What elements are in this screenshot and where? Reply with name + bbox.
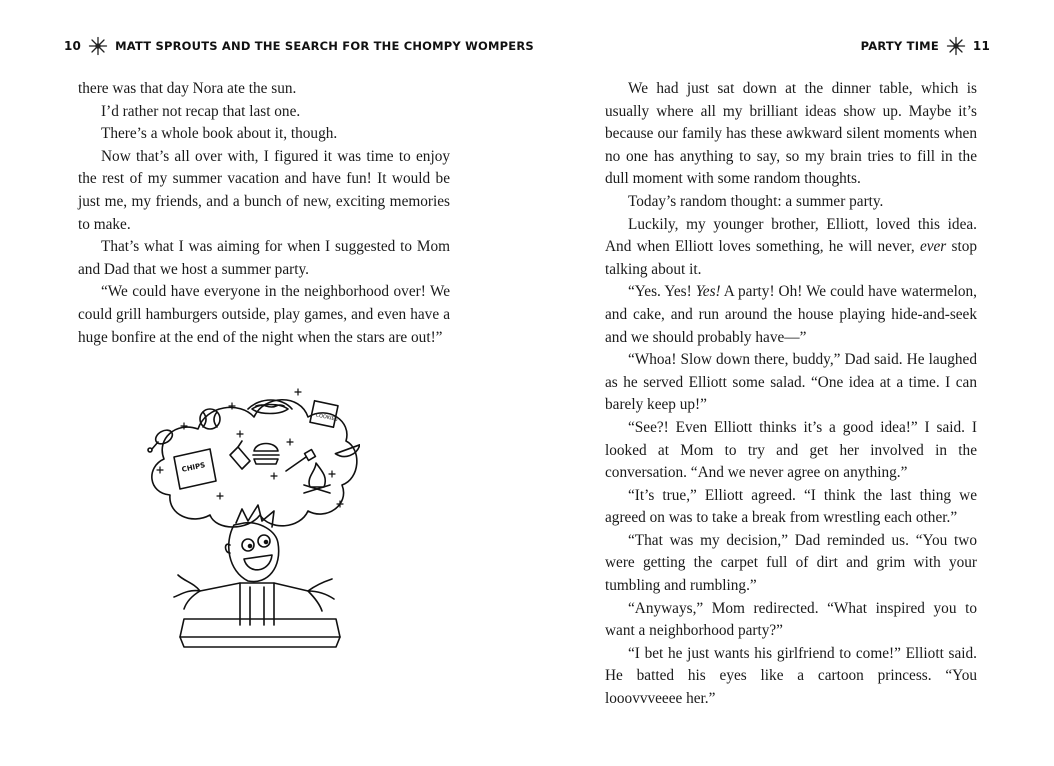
chips-bag-icon bbox=[174, 449, 216, 489]
paragraph: “I bet he just wants his girlfriend to come!” Elliott said. He batted his eyes like a cartoon princess. “You looovvveeee her.” bbox=[605, 644, 977, 708]
body-text-right bbox=[605, 78, 977, 711]
paragraph: “That was my decision,” Dad reminded us. “You two were getting the carpet full of dirt and grim with your tumbling and rumbling.” bbox=[605, 531, 977, 595]
body-text-left bbox=[78, 78, 450, 349]
snowflake-ornament-icon bbox=[88, 36, 108, 56]
paragraph: Now that’s all over with, I figured it was time to enjoy the rest of my summer vacation and have fun! It would be just me, my friends, and a bunch of new, exciting memories to make. bbox=[78, 147, 450, 233]
roasting-stick-icon bbox=[286, 450, 315, 471]
running-head-left: MATT SPROUTS AND THE SEARCH FOR THE CHOMPY WOMPERS bbox=[115, 39, 534, 53]
table-illustration bbox=[180, 619, 340, 647]
paragraph: Today’s random thought: a summer party. bbox=[628, 192, 884, 210]
paragraph: “We could have everyone in the neighborhood over! We could grill hamburgers outside, play games, and even have a huge bonfire at the end of the night when the stars are out!” bbox=[78, 283, 450, 346]
running-header-left bbox=[64, 36, 534, 56]
page-number-right: 11 bbox=[972, 39, 990, 53]
running-header-right bbox=[861, 36, 990, 56]
paragraph: “Whoa! Slow down there, buddy,” Dad said. He laughed as he served Elliott some salad. “One idea at a time. I can barely keep up!” bbox=[605, 351, 977, 414]
ketchup-bottle-icon bbox=[230, 441, 250, 469]
chips-label: CHIPS bbox=[181, 461, 206, 474]
campfire-icon bbox=[304, 463, 330, 493]
right-page bbox=[527, 0, 1054, 766]
paragraph: That’s what I was aiming for when I suggested to Mom and Dad that we host a summer party. bbox=[78, 238, 450, 278]
paragraph: there was that day Nora ate the sun. bbox=[78, 80, 297, 97]
paragraph: I’d rather not recap that last one. bbox=[101, 102, 301, 120]
paragraph: We had just sat down at the dinner table, which is usually where all my brilliant ideas show up. Maybe it’s because our family has these awkward silent moments when no one has anything to say, so my brain tries to fill in the dull moment with some random thoughts. bbox=[605, 80, 977, 188]
running-head-right: PARTY TIME bbox=[860, 39, 939, 53]
paragraph: “Anyways,” Mom redirected. “What inspired you to want a neighborhood party?” bbox=[605, 599, 977, 640]
chicken-leg-icon bbox=[148, 427, 175, 452]
page-number-left: 10 bbox=[64, 39, 82, 53]
snowflake-ornament-icon bbox=[946, 36, 966, 56]
paragraph: “Yes. Yes! Yes! A party! Oh! We could have watermelon, and cake, and run around the house playing hide-and-seek and we should probably have—” bbox=[605, 283, 977, 346]
burger-icon bbox=[253, 444, 279, 465]
paragraph: “See?! Even Elliott thinks it’s a good idea!” I said. I looked at Mom to try and get her involved in the conversation. “And we never agree on anything.” bbox=[605, 418, 977, 482]
paragraph: There’s a whole book about it, though. bbox=[101, 125, 338, 143]
paragraph: Luckily, my younger brother, Elliott, loved this idea. And when Elliott loves something, he will never, ever stop talking about it. bbox=[605, 215, 978, 278]
party-idea-illustration bbox=[140, 375, 360, 680]
boy-character-illustration bbox=[174, 505, 334, 625]
cookies-label: COOKIES bbox=[314, 412, 339, 423]
paragraph: “It’s true,” Elliott agreed. “I think the last thing we agreed on was to take a break from wrestling each other.” bbox=[605, 486, 977, 527]
